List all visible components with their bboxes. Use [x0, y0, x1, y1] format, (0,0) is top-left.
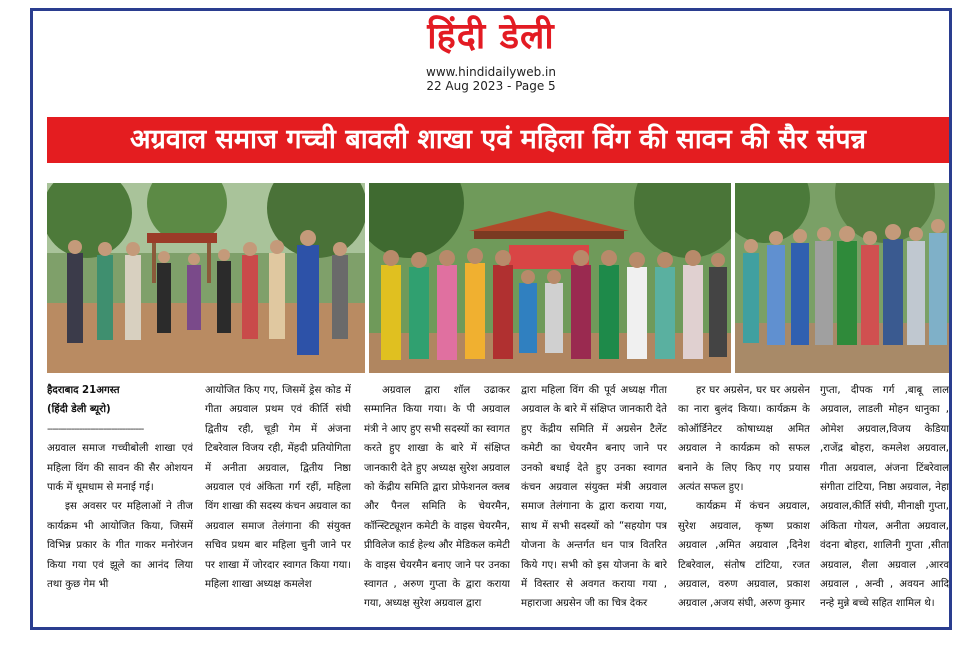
article-column-4: [521, 381, 667, 626]
newspaper-clipping: [30, 8, 952, 630]
byline-source: (हिंदी डेली ब्यूरो): [47, 404, 111, 416]
paragraph: कार्यक्रम में कंचन अग्रवाल, सुरेश अग्रवाल, कृष्ण प्रकाश अग्रवाल ,अमित अग्रवाल ,दिनेश टिबरेवाल, संतोष टांटिया, रजत अग्रवाल, वरुण अग्रवाल, प्रकाश अग्रवाल ,अजय संघी, अरुण कुमार: [678, 501, 810, 610]
divider-line: ------------------------------------: [47, 423, 144, 435]
paragraph: हर घर अग्रसेन, घर घर अग्रसेन का नारा बुलंद किया। कार्यक्रम के कोऑर्डिनेटर कोषाध्यक्ष अमित अग्रवाल ने कार्यक्रम को सफल बनाने के लिए किए गए प्रयास अत्यंत सफल हुए।: [678, 385, 810, 494]
group-photo-members: [735, 183, 949, 373]
headline-banner: अग्रवाल समाज गच्ची बावली शाखा एवं महिला विंग की सावन की सैर संपन्न: [47, 117, 949, 163]
paragraph: इस अवसर पर महिलाओं ने तीज कार्यक्रम भी आयोजित किया, जिसमें विभिन्न प्रकार के गीत गाकर मनोरंजन किया गया एवं झूले का आनंद लिया तथा कुछ गेम भी: [47, 501, 193, 591]
paragraph: गुप्ता, दीपक गर्ग ,बाबू लाल अग्रवाल, लाडली मोहन धानुका , ओमेश अग्रवाल,विजय केडिया ,राजेंद्र बोहरा, कमलेश अग्रवाल, गीता अग्रवाल, अंजना टिंबरेवाल संगीता टांटिया, निष्ठा अग्रवाल, नेहा अग्रवाल,कीर्ति संघी, मीनाक्षी गुप्ता, अंकिता गोयल, अनीता अग्रवाल, वंदना बोहरा, शालिनी गुप्ता ,सीता अग्रवाल, शैला अग्रवाल ,आरव अग्रवाल , अन्वी , अवयन आदि नन्हे मुन्ने बच्चे सहित शामिल थे।: [820, 385, 949, 610]
newspaper-logo: हिंदी डेली: [427, 16, 555, 57]
photo-strip: [47, 183, 949, 373]
group-photo-women: [369, 183, 731, 373]
paragraph: अग्रवाल समाज गच्चीबोली शाखा एवं महिला विंग की सावन की सैर ओशयन पार्क में धूमधाम से मनाई गई।: [47, 443, 193, 494]
masthead: [33, 15, 949, 93]
article-column-1: [47, 381, 193, 626]
paragraph: द्वारा महिला विंग की पूर्व अध्यक्ष गीता अग्रवाल के बारे में संक्षिप्त जानकारी देते हुए केंद्रीय समिति में अग्रसेन टैलेंट कमेटी का चेयरमैन बनाए जाने पर उनको बधाई देते हुए उनका स्वागत कंचन अग्रवाल संयुक्त मंत्री अग्रवाल समाज तेलंगाना के द्वारा कराया गया, साथ में सभी सदस्यों को “सहयोग पत्र योजना के अन्तर्गत धन पात्र वितरित किये गए। सभी को इस योजना के बारे में विस्तार से अवगत कराया गया , महाराजा अग्रसेन जी का चित्र देकर: [521, 385, 667, 610]
paragraph: अग्रवाल द्वारा शॉल उढाकर सम्मानित किया गया। के पी अग्रवाल मंत्री ने आए हुए सभी सदस्यों का स्वागत करते हुए शाखा के बारे में संक्षिप्त जानकारी देते हुए अध्यक्ष सुरेश अग्रवाल को केंद्रीय समिति द्वारा प्रोफेशनल क्लब और पैनल समिति के चेयरमैन, कॉन्स्टिट्यूशन कमेटी के वाइस चेयरमैन, प्रीविलेज कार्ड हेल्थ और मेडिकल कमेटी के वाइस चेयरमैन बनाए जाने पर उनका स्वागत , अरुण गुप्ता के द्वारा कराया गया, अध्यक्ष सुरेश अग्रवाल द्वारा: [364, 385, 510, 610]
article-column-3: [364, 381, 510, 626]
byline-place: हैदराबाद 21अगस्त: [47, 385, 120, 396]
article-column-2: [205, 381, 351, 626]
article-column-6: [820, 381, 949, 626]
article-body: [47, 381, 949, 626]
dateline: 22 Aug 2023 - Page 5: [426, 79, 556, 93]
website-url: www.hindidailyweb.in: [426, 65, 556, 79]
paragraph: आयोजित किए गए, जिसमें ड्रेस कोड में गीता अग्रवाल प्रथम एवं कीर्ति संघी द्वितीय रही, चूड़ी गेम में अंजना टिबरेवाल विजय रही, मेंहदी प्रतियोगिता में अनीता अग्रवाल, द्वितीय निष्ठा अग्रवाल एवं अंकिता गर्ग रहीं, महिला विंग शाखा की सदस्य कंचन अग्रवाल का अग्रवाल समाज तेलंगाना की संयुक्त सचिव प्रथम बार महिला चुनी जाने पर पर शाखा में जोरदार स्वागत किया गया। महिला शाखा अध्यक्ष कमलेश: [205, 385, 351, 591]
article-column-5: [678, 381, 810, 626]
group-photo-men: [47, 183, 365, 373]
